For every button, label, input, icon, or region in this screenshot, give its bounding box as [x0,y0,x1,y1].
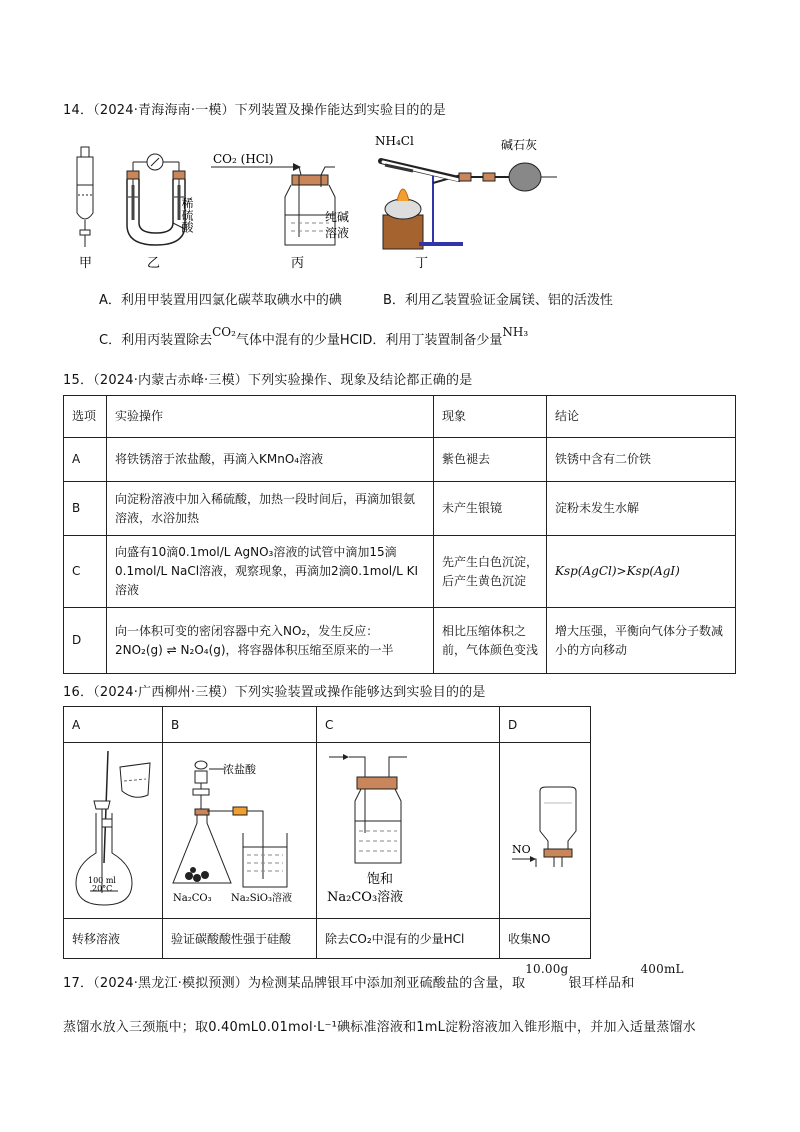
u-tube-drawing [127,154,185,245]
header-operation: 实验操作 [107,396,434,438]
flask-temp-label: 20°C [92,884,113,893]
acid-comparison-drawing [163,743,316,915]
q17-volume: 400mL [640,962,684,976]
q16-stem: 16．（2024·广西柳州·三模）下列实验装置或操作能够达到实验目的的是 [63,685,486,700]
q16-table [63,706,591,959]
baohe-label: 饱和 [367,872,394,887]
inverted-bottle-drawing [500,743,588,915]
row-option: A [64,438,107,482]
figure-a-cell [64,743,163,919]
header-phenomenon: 现象 [434,396,547,438]
row-option: D [64,608,107,674]
row-operation: 向盛有10滴0.1mol/L AgNO₃溶液的试管中滴加15滴0.1mol/L NaCl溶液，观察现象，再滴加2滴0.1mol/L KI溶液 [107,536,434,608]
table-header-row [64,707,591,743]
gas-washing-drawing [317,743,499,915]
q14-chunjian-label: 纯碱 [325,210,350,224]
q14-option-c-co2: CO₂ [212,325,236,339]
figure-d-cell [500,743,591,919]
q14-fig-jia: 甲 [79,256,93,271]
q15-table [63,395,736,674]
figure-c-cell [317,743,500,919]
q14-fig-ding: 丁 [415,256,429,271]
row-operation: 向一体积可变的密闭容器中充入NO₂，发生反应：2NO₂(g) ⇌ N₂O₄(g)，将容器体积压缩至原来的一半 [107,608,434,674]
q17-line2: 蒸馏水放入三颈瓶中；取0.40mL0.01mol·L⁻¹碘标准溶液和1mL淀粉溶液加入锥形瓶中，并加入适量蒸馏水 [63,1020,696,1035]
row-phenomenon: 紫色褪去 [434,438,547,482]
row-operation: 向淀粉溶液中加入稀硫酸，加热一段时间后，再滴加银氨溶液，水浴加热 [107,482,434,536]
row-phenomenon: 相比压缩体积之前，气体颜色变浅 [434,608,547,674]
na2sio3-label: Na₂SiO₃溶液 [231,893,292,904]
caption-b: 验证碳酸酸性强于硅酸 [163,919,317,959]
figure-b-cell [163,743,317,919]
q14-option-a: A．利用甲装置用四氯化碳萃取碘水中的碘 [99,293,342,308]
q14-rongye-label: 溶液 [325,226,350,240]
q14-option-d-nh3: NH₃ [502,325,529,339]
table-row [64,438,736,482]
volumetric-flask-drawing [64,743,160,915]
header-b: B [163,707,317,743]
q14-option-c [99,325,529,348]
q14-figure [63,125,583,275]
gas-washing-bottle-drawing [211,163,335,245]
no-label: NO [512,843,531,856]
caption-a: 转移溶液 [64,919,163,959]
header-option: 选项 [64,396,107,438]
q14-nh4cl-label: NH₄Cl [375,134,414,148]
table-header-row [64,396,736,438]
header-conclusion: 结论 [547,396,736,438]
q14-xiliusuan-label: 稀硫酸 [180,197,194,233]
row-conclusion: 淀粉未发生水解 [547,482,736,536]
row-conclusion: 铁锈中含有二价铁 [547,438,736,482]
q17-line1-mid: 银耳样品和 [568,976,635,991]
q14-stem: 14．（2024·青海海南·一模）下列装置及操作能达到实验目的的是 [63,103,446,118]
row-conclusion: Ksp(AgCl)>Ksp(AgI) [547,536,736,608]
row-option: C [64,536,107,608]
figure-row [64,743,591,919]
q17-line1-pre: 17．（2024·黑龙江·模拟预测）为检测某品牌银耳中添加剂亚硫酸盐的含量，取 [63,976,526,991]
separatory-funnel-drawing [77,147,93,247]
row-option: B [64,482,107,536]
caption-c: 除去CO₂中混有的少量HCl [317,919,500,959]
na2co3-label: Na₂CO₃ [173,893,212,904]
table-row [64,608,736,674]
q17-line1 [63,962,684,991]
row-phenomenon: 先产生白色沉淀，后产生黄色沉淀 [434,536,547,608]
na2co3-solution-label: Na₂CO₃溶液 [327,890,404,905]
header-c: C [317,707,500,743]
row-phenomenon: 未产生银镜 [434,482,547,536]
q15-stem: 15．（2024·内蒙古赤峰·三模）下列实验操作、现象及结论都正确的是 [63,373,473,388]
q14-jianshihui-label: 碱石灰 [501,138,538,152]
ammonia-apparatus-drawing [381,161,557,249]
row-conclusion: 增大压强，平衡向气体分子数减小的方向移动 [547,608,736,674]
header-d: D [500,707,591,743]
caption-row [64,919,591,959]
q14-option-c-pre: C．利用丙装置除去 [99,333,213,348]
flask-volume-label: 100 ml [88,876,116,885]
table-row [64,482,736,536]
table-row [64,536,736,608]
q14-option-c-post: 气体中混有的少量HClD．利用丁装置制备少量 [235,333,503,348]
nongyansuan-label: 浓盐酸 [223,763,256,776]
q14-fig-yi: 乙 [147,256,161,271]
header-a: A [64,707,163,743]
row-operation: 将铁锈溶于浓盐酸，再滴入KMnO₄溶液 [107,438,434,482]
q17-mass: 10.00g [525,962,569,976]
caption-d: 收集NO [500,919,591,959]
q14-co2hcl-label: CO₂ (HCl) [213,152,274,166]
q14-fig-bing: 丙 [291,256,305,271]
q14-option-b: B．利用乙装置验证金属镁、铝的活泼性 [383,293,613,308]
